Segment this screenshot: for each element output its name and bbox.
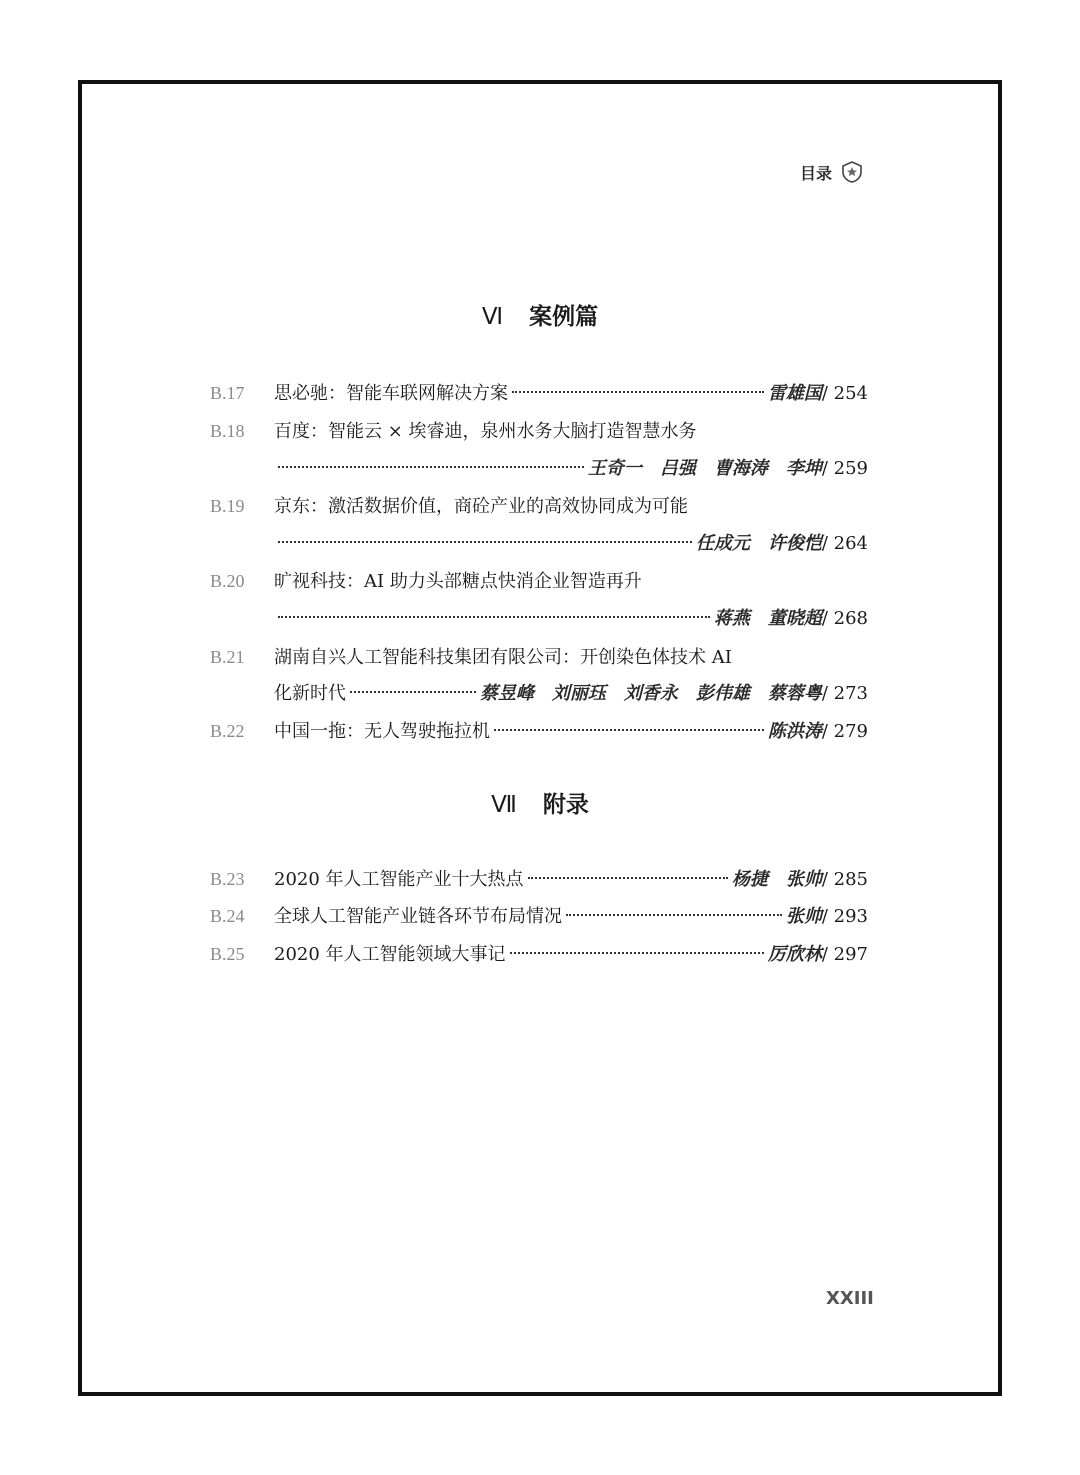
toc-entry-b19[interactable]: B.19 京东：激活数据价值，商砼产业的高效协同成为可能 — [210, 496, 688, 517]
toc-entry-b21-authors[interactable]: 化新时代 蔡昱峰 刘丽珏 刘香永 彭伟雄 蔡蓉粤 / 273 — [274, 683, 868, 704]
toc-entry-b23[interactable]: B.23 2020 年人工智能产业十大热点 杨捷 张帅 / 285 — [210, 869, 868, 890]
leader-dots — [510, 952, 764, 954]
toc-entry-b20[interactable]: B.20 旷视科技：AI 助力头部糖点快消企业智造再升 — [210, 571, 642, 592]
emblem-icon — [840, 160, 864, 184]
toc-entry-b18-authors[interactable]: 王奇一 吕强 曹海涛 李坤 / 259 — [274, 454, 868, 484]
leader-dots — [278, 466, 584, 468]
running-header — [800, 160, 864, 184]
toc-entry-b17[interactable]: B.17 思必驰：智能车联网解决方案 雷雄国 / 254 — [210, 383, 868, 404]
leader-dots — [512, 391, 764, 393]
leader-dots — [528, 877, 728, 879]
toc-entry-b24[interactable]: B.24 全球人工智能产业链各环节布局情况 张帅 / 293 — [210, 906, 868, 927]
toc-entry-b21[interactable]: B.21 湖南自兴人工智能科技集团有限公司：开创染色体技术 AI — [210, 647, 732, 668]
section-title-appendix: Ⅶ 附录 — [491, 791, 589, 818]
leader-dots — [494, 729, 764, 731]
toc-entry-b20-authors[interactable]: 蒋燕 董晓超 / 268 — [274, 604, 868, 634]
leader-dots — [566, 914, 782, 916]
leader-dots — [278, 616, 710, 618]
toc-entry-b25[interactable]: B.25 2020 年人工智能领域大事记 厉欣林 / 297 — [210, 944, 868, 965]
page-number: XXIII — [826, 1288, 874, 1309]
section-title-cases: Ⅵ 案例篇 — [481, 303, 599, 330]
leader-dots — [350, 691, 476, 693]
header-label: 目录 — [800, 163, 833, 183]
toc-entry-b19-authors[interactable]: 任成元 许俊恺 / 264 — [274, 529, 868, 559]
toc-entry-b22[interactable]: B.22 中国一拖：无人驾驶拖拉机 陈洪涛 / 279 — [210, 721, 868, 742]
toc-entry-b18[interactable]: B.18 百度：智能云 × 埃睿迪，泉州水务大脑打造智慧水务 — [210, 421, 697, 442]
leader-dots — [278, 541, 692, 543]
